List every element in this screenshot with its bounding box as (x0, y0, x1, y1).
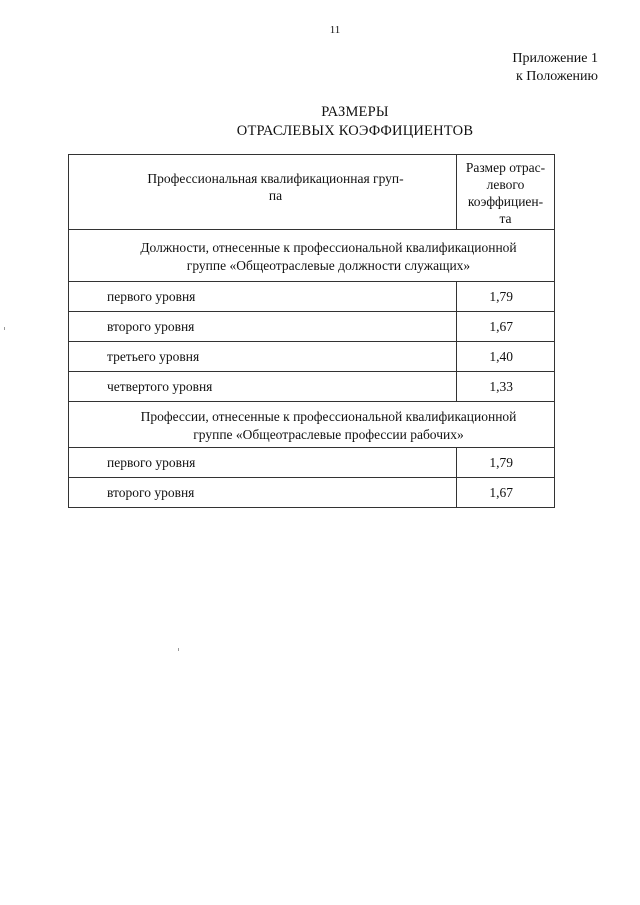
table-header-row (69, 155, 555, 230)
coefficient-cell: 1,79 (457, 282, 555, 312)
table-row (69, 342, 555, 372)
level-cell: второго уровня (69, 478, 457, 508)
level-cell: первого уровня (69, 282, 457, 312)
value-column-header-label: Размер отрас- левого коэффициен- та (465, 160, 546, 226)
section-title (69, 402, 555, 448)
coefficient-cell: 1,79 (457, 448, 555, 478)
level-cell: четвертого уровня (69, 372, 457, 402)
document-title (0, 103, 640, 141)
coefficients-table (68, 154, 555, 508)
scan-speck (4, 327, 5, 330)
coefficient-cell: 1,67 (457, 478, 555, 508)
level-cell: первого уровня (69, 448, 457, 478)
group-column-header-label: Профессиональная квалификационная груп- па (147, 171, 404, 203)
coefficient-cell: 1,33 (457, 372, 555, 402)
table-row (69, 478, 555, 508)
scan-speck (178, 648, 179, 651)
appendix-reference (512, 50, 598, 86)
table-row (69, 372, 555, 402)
level-cell: третьего уровня (69, 342, 457, 372)
coefficient-cell: 1,40 (457, 342, 555, 372)
title-line-2: ОТРАСЛЕВЫХ КОЭФФИЦИЕНТОВ (236, 123, 474, 139)
appendix-line-1: Приложение 1 (512, 51, 598, 66)
table-row (69, 312, 555, 342)
page-number: 11 (329, 24, 341, 36)
level-cell: второго уровня (69, 312, 457, 342)
section-row (69, 230, 555, 282)
coefficient-cell: 1,67 (457, 312, 555, 342)
section-row (69, 402, 555, 448)
value-column-header (457, 155, 555, 230)
table-row (69, 448, 555, 478)
title-line-1: РАЗМЕРЫ (321, 104, 389, 120)
section-title (69, 230, 555, 282)
appendix-line-2: к Положению (515, 69, 598, 84)
section-title-text: Профессии, отнесенные к профессиональной квалификационной группе «Общеотраслевые профессии рабочих» (140, 408, 517, 442)
group-column-header (69, 155, 457, 230)
table-row (69, 282, 555, 312)
section-title-text: Должности, отнесенные к профессиональной квалификационной группе «Общеотраслевые должности служащих» (140, 239, 517, 273)
